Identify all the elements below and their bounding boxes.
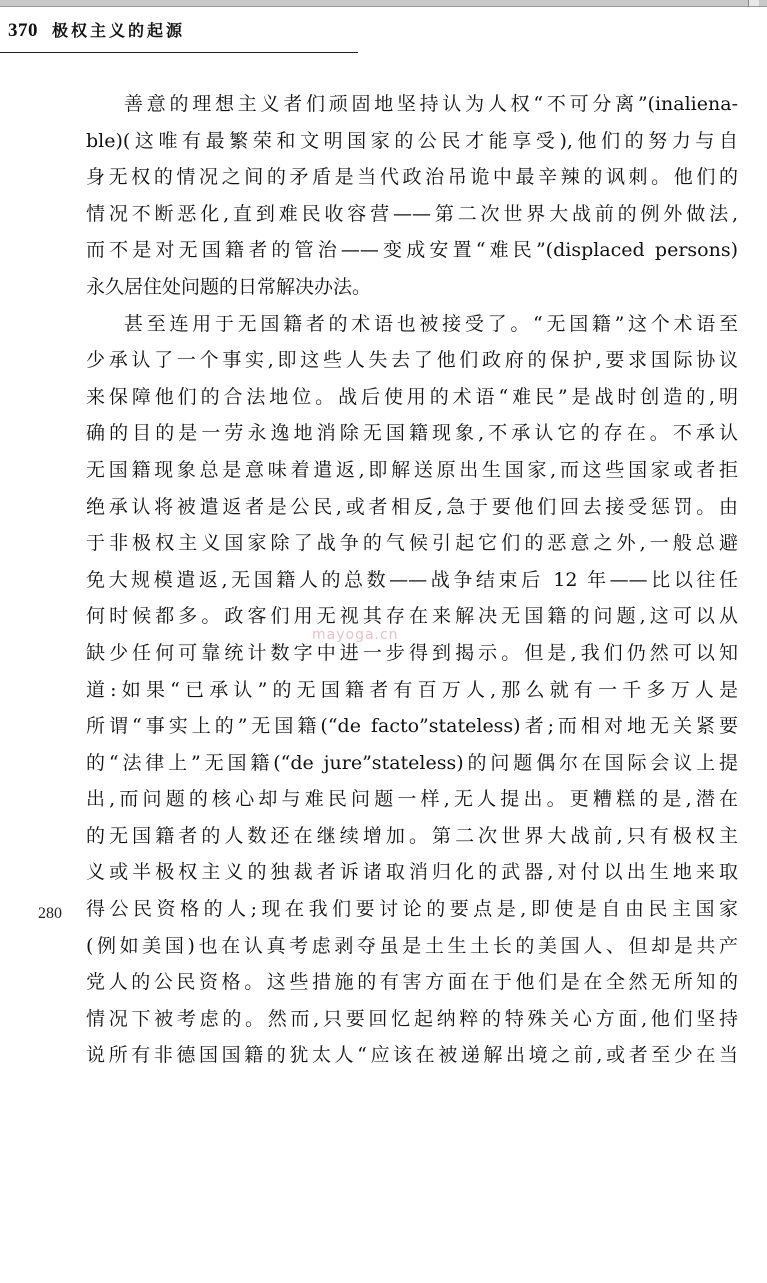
text-line: 于非极权主义国家除了战争的气候引起它们的恶意之外,一般总避 [86, 532, 738, 555]
text-line: 说所有非德国国籍的犹太人“应该在被递解出境之前,或者至少在当 [86, 1044, 738, 1067]
text-line: 免大规模遣返,无国籍人的总数——战争结束后 12 年——比以往任 [86, 568, 738, 591]
text-line: 党人的公民资格。这些措施的有害方面在于他们是在全然无所知的 [86, 971, 738, 994]
window-control-icon[interactable] [748, 0, 759, 6]
header-rule [0, 52, 358, 53]
text-line: 何时候都多。政客们用无视其存在来解决无国籍的问题,这可以从 [86, 605, 738, 628]
text-line: 永久居住处问题的日常解决办法。 [86, 275, 372, 298]
text-line: 绝承认将被遣返者是公民,或者相反,急于要他们回去接受惩罚。由 [86, 495, 738, 518]
text-line: 道:如果“已承认”的无国籍者有百万人,那么就有一千多万人是 [86, 678, 738, 701]
viewer-top-bar [0, 0, 767, 7]
text-line: 身无权的情况之间的矛盾是当代政治吊诡中最辛辣的讽刺。他们的 [86, 166, 738, 189]
text-line: 情况不断恶化,直到难民收容营——第二次世界大战前的例外做法, [86, 202, 738, 225]
body-text [86, 86, 738, 1074]
text-line: 出,而问题的核心却与难民问题一样,无人提出。更糟糕的是,潜在 [86, 788, 738, 811]
text-line: 义或半极权主义的独裁者诉诸取消归化的武器,对付以出生地来取 [86, 861, 738, 884]
text-line: 的“法律上”无国籍(“de jure”stateless)的问题偶尔在国际会议上提 [86, 751, 738, 774]
watermark-text: mayoga.cn [312, 627, 399, 643]
text-line: ble)(这唯有最繁荣和文明国家的公民才能享受),他们的努力与自 [86, 129, 738, 152]
text-line: 确的目的是一劳永逸地消除无国籍现象,不承认它的存在。不承认 [86, 422, 738, 445]
text-line: 甚至连用于无国籍者的术语也被接受了。“无国籍”这个术语至 [124, 312, 738, 335]
text-line: 缺少任何可靠统计数字中进一步得到揭示。但是,我们仍然可以知 [86, 641, 738, 664]
text-line: 善意的理想主义者们顽固地坚持认为人权“不可分离”(inaliena- [124, 93, 738, 115]
text-line: 来保障他们的合法地位。战后使用的术语“难民”是战时创造的,明 [86, 385, 738, 408]
text-line: 而不是对无国籍者的管治——变成安置“难民”(displaced persons) [86, 239, 738, 262]
text-line: 的无国籍者的人数还在继续增加。第二次世界大战前,只有极权主 [86, 824, 738, 847]
page-number: 370 [8, 20, 38, 41]
text-line: 无国籍现象总是意味着遣返,即解送原出生国家,而这些国家或者拒 [86, 458, 738, 481]
text-line: 所谓“事实上的”无国籍(“de facto”stateless)者;而相对地无关紧要 [86, 715, 738, 738]
text-line: 得公民资格的人;现在我们要讨论的要点是,即使是自由民主国家 [86, 898, 738, 921]
text-line: 少承认了一个事实,即这些人失去了他们政府的保护,要求国际协议 [86, 349, 738, 372]
running-header [8, 18, 185, 48]
text-line: 情况下被考虑的。然而,只要回忆起纳粹的特殊关心方面,他们坚持 [86, 1007, 738, 1030]
book-title: 极权主义的起源 [52, 21, 186, 40]
margin-page-number: 280 [38, 905, 62, 922]
text-line: (例如美国)也在认真考虑剥夺虽是土生土长的美国人、但却是共产 [86, 934, 738, 957]
